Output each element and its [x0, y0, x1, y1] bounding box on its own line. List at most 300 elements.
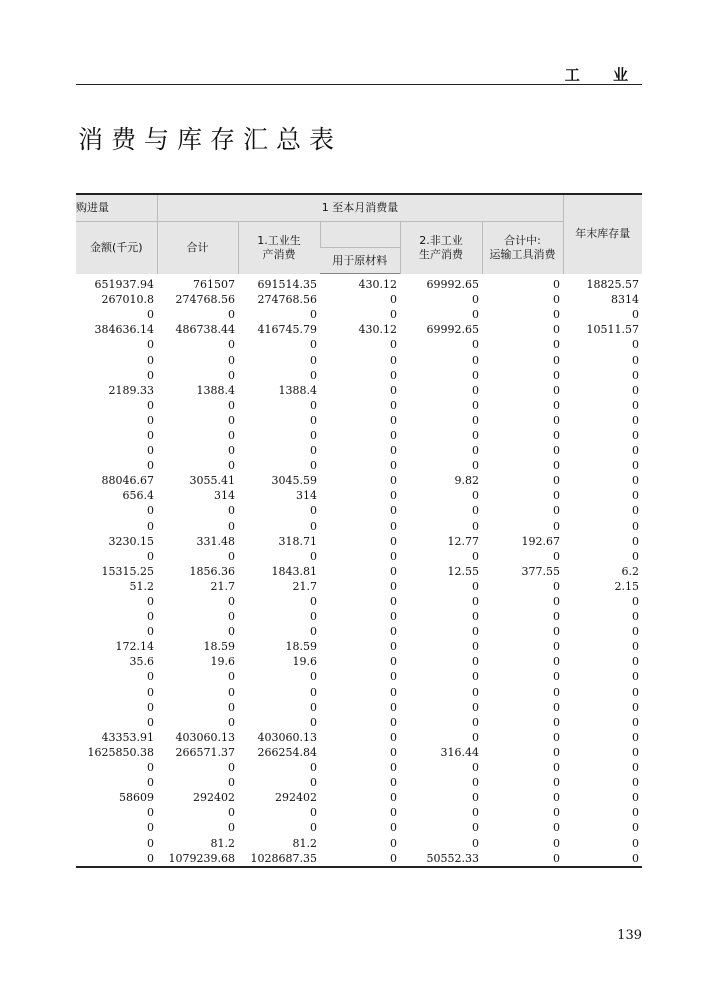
year-end-stock-cell: 0 — [632, 504, 639, 518]
non-industrial-consumption-cell: 9.82 — [454, 474, 479, 488]
purchase-amount-cell: 651937.94 — [94, 277, 154, 291]
consumption-total-cell: 1856.36 — [189, 564, 235, 578]
industrial-consumption-cell: 403060.13 — [257, 730, 317, 744]
purchase-amount-cell: 0 — [147, 338, 154, 352]
consumption-total-cell: 0 — [228, 700, 235, 714]
non-industrial-consumption-cell: 0 — [472, 595, 479, 609]
transport-consumption-cell: 377.55 — [521, 564, 560, 578]
page-title: 消费与库存汇总表 — [78, 125, 343, 154]
transport-consumption-cell: 0 — [553, 670, 560, 684]
raw-material-cell: 0 — [390, 776, 397, 790]
industrial-consumption-cell: 0 — [310, 595, 317, 609]
total-header: 合计 — [157, 222, 238, 274]
non-industrial-consumption-cell: 0 — [472, 685, 479, 699]
table-row — [76, 307, 642, 322]
industrial-consumption-cell: 0 — [310, 670, 317, 684]
raw-material-cell: 0 — [390, 413, 397, 427]
table-body — [76, 274, 642, 867]
raw-material-cell: 430.12 — [358, 323, 397, 337]
industrial-consumption-cell: 0 — [310, 398, 317, 412]
summary-table-container — [76, 193, 642, 868]
raw-material-cell: 0 — [390, 549, 397, 563]
consumption-total-cell: 0 — [228, 519, 235, 533]
table-row — [76, 805, 642, 820]
year-end-stock-cell: 0 — [632, 308, 639, 322]
purchase-amount-cell: 0 — [147, 549, 154, 563]
table-row — [76, 669, 642, 684]
consumption-total-cell: 0 — [228, 625, 235, 639]
non-industrial-consumption-cell: 0 — [472, 444, 479, 458]
consumption-group-header: 1 至本月消费量 — [157, 194, 563, 222]
consumption-total-cell: 0 — [228, 504, 235, 518]
non-industrial-consumption-cell: 0 — [472, 368, 479, 382]
raw-material-cell: 0 — [390, 534, 397, 548]
purchase-amount-cell: 0 — [147, 519, 154, 533]
raw-material-cell: 0 — [390, 791, 397, 805]
transport-consumption-cell: 192.67 — [521, 534, 560, 548]
header-rule — [76, 84, 642, 85]
consumption-total-cell: 0 — [228, 428, 235, 442]
year-end-stock-cell: 0 — [632, 670, 639, 684]
section-label: 工 业 — [564, 66, 642, 84]
consumption-total-cell: 0 — [228, 715, 235, 729]
non-industrial-consumption-cell: 0 — [472, 730, 479, 744]
table-row — [76, 428, 642, 443]
table-row — [76, 292, 642, 307]
raw-material-cell: 0 — [390, 383, 397, 397]
industrial-header-line1: 1.工业生 — [257, 233, 301, 247]
year-end-stock-cell: 0 — [632, 519, 639, 533]
non-industrial-consumption-cell: 316.44 — [440, 745, 479, 759]
industrial-consumption-cell: 21.7 — [292, 579, 317, 593]
consumption-total-cell: 1079239.68 — [157, 851, 238, 867]
industrial-consumption-cell: 81.2 — [292, 836, 317, 850]
table-row — [76, 398, 642, 413]
year-end-stock-cell: 2.15 — [614, 579, 639, 593]
consumption-total-cell: 0 — [228, 685, 235, 699]
consumption-total-cell: 0 — [228, 595, 235, 609]
non-industrial-consumption-cell: 0 — [472, 715, 479, 729]
consumption-total-cell: 0 — [228, 670, 235, 684]
transport-consumption-cell: 0 — [553, 836, 560, 850]
year-end-stock-cell: 18825.57 — [586, 277, 639, 291]
table-row — [76, 745, 642, 760]
purchase-amount-cell: 0 — [147, 428, 154, 442]
industrial-consumption-cell: 0 — [310, 368, 317, 382]
purchase-amount-cell: 58609 — [119, 791, 154, 805]
consumption-total-cell: 18.59 — [203, 640, 235, 654]
year-end-stock-cell: 8314 — [611, 293, 639, 307]
transport-consumption-cell: 0 — [553, 549, 560, 563]
table-row — [76, 473, 642, 488]
consumption-total-cell: 761507 — [193, 277, 235, 291]
transport-consumption-cell: 0 — [553, 519, 560, 533]
table-row — [76, 624, 642, 639]
transport-consumption-cell: 0 — [553, 474, 560, 488]
industrial-consumption-cell: 0 — [310, 685, 317, 699]
non-industrial-consumption-cell: 0 — [472, 519, 479, 533]
industrial-consumption-cell: 314 — [296, 489, 317, 503]
transport-consumption-cell: 0 — [553, 610, 560, 624]
consumption-total-cell: 0 — [228, 413, 235, 427]
year-end-stock-cell: 0 — [632, 640, 639, 654]
industrial-consumption-cell: 3045.59 — [271, 474, 317, 488]
consumption-inventory-table — [76, 193, 642, 868]
transport-consumption-cell: 0 — [553, 504, 560, 518]
raw-material-cell: 0 — [390, 579, 397, 593]
purchase-amount-cell: 172.14 — [115, 640, 154, 654]
year-end-stock-cell: 0 — [632, 353, 639, 367]
raw-material-cell: 0 — [390, 745, 397, 759]
purchase-amount-cell: 384636.14 — [94, 323, 154, 337]
year-end-stock-cell: 0 — [632, 806, 639, 820]
purchase-amount-cell: 0 — [147, 625, 154, 639]
table-row — [76, 383, 642, 398]
purchase-amount-cell: 0 — [147, 685, 154, 699]
non-industrial-consumption-cell: 0 — [472, 398, 479, 412]
transport-consumption-cell: 0 — [553, 353, 560, 367]
purchase-amount-cell: 0 — [147, 715, 154, 729]
raw-material-header: 用于原材料 — [320, 248, 400, 274]
raw-material-cell: 0 — [390, 610, 397, 624]
non-industrial-consumption-cell: 0 — [472, 293, 479, 307]
non-industrial-consumption-cell: 0 — [472, 459, 479, 473]
industrial-consumption-header — [238, 222, 320, 274]
industrial-consumption-cell: 0 — [310, 821, 317, 835]
industrial-consumption-cell: 274768.56 — [257, 293, 317, 307]
transport-consumption-cell: 0 — [553, 640, 560, 654]
raw-material-cell: 0 — [390, 836, 397, 850]
transport-consumption-cell: 0 — [553, 338, 560, 352]
consumption-total-cell: 0 — [228, 444, 235, 458]
consumption-total-cell: 0 — [228, 776, 235, 790]
transport-consumption-cell: 0 — [482, 851, 563, 867]
transport-consumption-cell: 0 — [553, 745, 560, 759]
non-industrial-consumption-cell: 0 — [472, 383, 479, 397]
consumption-total-cell: 0 — [228, 398, 235, 412]
non-industrial-header-line2: 生产消费 — [419, 247, 463, 261]
year-end-stock-cell: 0 — [632, 761, 639, 775]
industrial-consumption-cell: 416745.79 — [257, 323, 317, 337]
purchase-amount-cell: 0 — [147, 413, 154, 427]
raw-material-cell: 0 — [390, 444, 397, 458]
industrial-consumption-cell: 292402 — [275, 791, 317, 805]
transport-consumption-cell: 0 — [553, 776, 560, 790]
transport-consumption-cell: 0 — [553, 459, 560, 473]
raw-material-cell: 0 — [390, 564, 397, 578]
year-end-stock-cell: 0 — [632, 685, 639, 699]
transport-consumption-cell: 0 — [553, 806, 560, 820]
consumption-total-cell: 0 — [228, 338, 235, 352]
consumption-total-cell: 3055.41 — [189, 474, 235, 488]
transport-consumption-cell: 0 — [553, 293, 560, 307]
non-industrial-consumption-cell: 0 — [472, 791, 479, 805]
non-industrial-consumption-cell: 0 — [472, 413, 479, 427]
table-row — [76, 715, 642, 730]
raw-material-cell: 0 — [390, 625, 397, 639]
table-row — [76, 760, 642, 775]
table-row — [76, 413, 642, 428]
purchase-amount-cell: 0 — [147, 821, 154, 835]
consumption-total-cell: 0 — [228, 308, 235, 322]
consumption-total-cell: 0 — [228, 806, 235, 820]
purchase-amount-cell: 1625850.38 — [87, 745, 154, 759]
table-row — [76, 488, 642, 503]
raw-material-cell: 0 — [390, 489, 397, 503]
purchase-amount-cell: 0 — [147, 670, 154, 684]
raw-material-cell: 0 — [390, 640, 397, 654]
year-end-stock-cell: 0 — [632, 715, 639, 729]
industrial-consumption-cell: 0 — [310, 459, 317, 473]
purchase-amount-cell: 0 — [147, 595, 154, 609]
raw-material-cell: 0 — [390, 353, 397, 367]
industrial-header-line2: 产消费 — [262, 247, 296, 261]
transport-consumption-cell: 0 — [553, 595, 560, 609]
non-industrial-consumption-cell: 0 — [472, 504, 479, 518]
consumption-total-cell: 0 — [228, 610, 235, 624]
transport-header-line2: 运输工具消费 — [489, 247, 556, 261]
non-industrial-consumption-header — [400, 222, 482, 274]
purchase-amount-cell: 0 — [147, 776, 154, 790]
consumption-total-cell: 274768.56 — [175, 293, 235, 307]
industrial-consumption-cell: 0 — [310, 761, 317, 775]
consumption-total-cell: 0 — [228, 368, 235, 382]
purchase-amount-cell: 88046.67 — [101, 474, 154, 488]
year-end-stock-cell: 0 — [632, 625, 639, 639]
table-row — [76, 519, 642, 534]
table-row — [76, 352, 642, 367]
consumption-total-cell: 0 — [228, 549, 235, 563]
year-end-stock-cell: 0 — [563, 851, 642, 867]
non-industrial-consumption-cell: 0 — [472, 610, 479, 624]
purchase-amount-cell: 35.6 — [129, 655, 154, 669]
year-end-stock-cell: 6.2 — [621, 564, 639, 578]
consumption-total-cell: 0 — [228, 821, 235, 835]
year-end-stock-cell: 0 — [632, 338, 639, 352]
year-end-stock-cell: 0 — [632, 821, 639, 835]
industrial-consumption-cell: 318.71 — [278, 534, 317, 548]
purchase-amount-cell: 0 — [147, 368, 154, 382]
purchase-amount-cell: 0 — [147, 610, 154, 624]
raw-material-cell: 0 — [390, 368, 397, 382]
raw-material-cell: 0 — [390, 715, 397, 729]
industrial-consumption-cell: 0 — [310, 625, 317, 639]
table-row — [76, 274, 642, 293]
industrial-consumption-cell: 0 — [310, 700, 317, 714]
table-row — [76, 790, 642, 805]
transport-consumption-cell: 0 — [553, 413, 560, 427]
transport-consumption-cell: 0 — [553, 308, 560, 322]
transport-consumption-cell: 0 — [553, 323, 560, 337]
industrial-consumption-cell: 0 — [310, 776, 317, 790]
purchase-amount-cell: 0 — [76, 851, 157, 867]
purchase-amount-cell: 0 — [147, 353, 154, 367]
industrial-consumption-cell: 0 — [310, 610, 317, 624]
raw-material-cell: 0 — [390, 806, 397, 820]
table-header — [76, 194, 642, 274]
year-end-stock-cell: 0 — [632, 776, 639, 790]
non-industrial-consumption-cell: 0 — [472, 489, 479, 503]
raw-material-cell: 0 — [390, 700, 397, 714]
table-row — [76, 503, 642, 518]
purchase-amount-cell: 0 — [147, 459, 154, 473]
raw-material-cell: 0 — [390, 685, 397, 699]
transport-consumption-cell: 0 — [553, 398, 560, 412]
table-row — [76, 609, 642, 624]
industrial-consumption-cell: 0 — [310, 504, 317, 518]
consumption-total-cell: 314 — [214, 489, 235, 503]
year-end-stock-cell: 0 — [632, 655, 639, 669]
transport-consumption-cell: 0 — [553, 489, 560, 503]
raw-material-header-spacer — [320, 222, 400, 248]
raw-material-cell: 0 — [390, 655, 397, 669]
transport-consumption-cell: 0 — [553, 625, 560, 639]
raw-material-cell: 0 — [390, 459, 397, 473]
industrial-consumption-cell: 0 — [310, 338, 317, 352]
transport-consumption-cell: 0 — [553, 700, 560, 714]
industrial-consumption-cell: 0 — [310, 308, 317, 322]
non-industrial-consumption-cell: 0 — [472, 670, 479, 684]
amount-header: 金额(千元) — [76, 222, 157, 274]
table-row — [76, 685, 642, 700]
non-industrial-consumption-cell: 0 — [472, 761, 479, 775]
table-row — [76, 322, 642, 337]
transport-consumption-cell: 0 — [553, 821, 560, 835]
consumption-total-cell: 1388.4 — [196, 383, 235, 397]
raw-material-cell: 0 — [390, 428, 397, 442]
consumption-total-cell: 81.2 — [210, 836, 235, 850]
year-end-stock-cell: 0 — [632, 428, 639, 442]
industrial-consumption-cell: 18.59 — [285, 640, 317, 654]
year-end-stock-cell: 0 — [632, 474, 639, 488]
raw-material-cell: 0 — [390, 504, 397, 518]
purchase-amount-cell: 0 — [147, 700, 154, 714]
year-end-stock-cell: 0 — [632, 836, 639, 850]
non-industrial-consumption-cell: 50552.33 — [400, 851, 482, 867]
industrial-consumption-cell: 1388.4 — [278, 383, 317, 397]
year-end-stock-cell: 0 — [632, 791, 639, 805]
table-row — [76, 820, 642, 835]
non-industrial-consumption-cell: 0 — [472, 806, 479, 820]
year-end-stock-cell: 0 — [632, 549, 639, 563]
consumption-total-cell: 21.7 — [210, 579, 235, 593]
transport-header-line1: 合计中: — [504, 233, 541, 247]
non-industrial-consumption-cell: 0 — [472, 700, 479, 714]
transport-consumption-cell: 0 — [553, 428, 560, 442]
table-row — [76, 654, 642, 669]
consumption-total-cell: 0 — [228, 353, 235, 367]
non-industrial-consumption-cell: 0 — [472, 428, 479, 442]
consumption-total-cell: 486738.44 — [175, 323, 235, 337]
industrial-consumption-cell: 691514.35 — [257, 277, 317, 291]
non-industrial-consumption-cell: 0 — [472, 579, 479, 593]
purchase-amount-cell: 0 — [147, 308, 154, 322]
transport-consumption-cell: 0 — [553, 383, 560, 397]
consumption-total-cell: 19.6 — [210, 655, 235, 669]
consumption-total-cell: 0 — [228, 761, 235, 775]
non-industrial-consumption-cell: 0 — [472, 625, 479, 639]
purchase-amount-cell: 2189.33 — [108, 383, 154, 397]
purchase-header: 购进量 — [76, 194, 157, 222]
transport-consumption-cell: 0 — [553, 791, 560, 805]
table-row — [76, 700, 642, 715]
purchase-amount-cell: 43353.91 — [101, 730, 154, 744]
raw-material-cell: 0 — [390, 730, 397, 744]
purchase-amount-cell: 0 — [147, 761, 154, 775]
industrial-consumption-cell: 0 — [310, 428, 317, 442]
year-end-stock-cell: 0 — [632, 383, 639, 397]
year-end-stock-cell: 0 — [632, 368, 639, 382]
transport-consumption-cell: 0 — [553, 579, 560, 593]
table-row — [76, 851, 642, 867]
non-industrial-consumption-cell: 0 — [472, 640, 479, 654]
transport-consumption-header — [482, 222, 563, 274]
year-end-stock-cell: 0 — [632, 745, 639, 759]
transport-consumption-cell: 0 — [553, 730, 560, 744]
non-industrial-consumption-cell: 0 — [472, 308, 479, 322]
non-industrial-consumption-cell: 69992.65 — [426, 323, 479, 337]
raw-material-cell: 0 — [390, 821, 397, 835]
raw-material-cell: 0 — [390, 474, 397, 488]
table-row — [76, 564, 642, 579]
industrial-consumption-cell: 0 — [310, 715, 317, 729]
raw-material-cell: 0 — [390, 595, 397, 609]
transport-consumption-cell: 0 — [553, 655, 560, 669]
non-industrial-consumption-cell: 0 — [472, 655, 479, 669]
non-industrial-consumption-cell: 12.77 — [447, 534, 479, 548]
raw-material-cell: 0 — [390, 761, 397, 775]
year-end-stock-cell: 0 — [632, 489, 639, 503]
table-row — [76, 639, 642, 654]
transport-consumption-cell: 0 — [553, 715, 560, 729]
transport-consumption-cell: 0 — [553, 277, 560, 291]
table-row — [76, 835, 642, 850]
year-end-stock-cell: 0 — [632, 459, 639, 473]
consumption-total-cell: 292402 — [193, 791, 235, 805]
purchase-amount-cell: 0 — [147, 444, 154, 458]
transport-consumption-cell: 0 — [553, 368, 560, 382]
industrial-consumption-cell: 1028687.35 — [238, 851, 320, 867]
raw-material-cell: 0 — [390, 670, 397, 684]
transport-consumption-cell: 0 — [553, 444, 560, 458]
raw-material-cell: 0 — [390, 308, 397, 322]
non-industrial-consumption-cell: 0 — [472, 353, 479, 367]
purchase-amount-cell: 0 — [147, 398, 154, 412]
table-row — [76, 579, 642, 594]
transport-consumption-cell: 0 — [553, 761, 560, 775]
page-number: 139 — [617, 928, 642, 943]
purchase-amount-cell: 0 — [147, 806, 154, 820]
purchase-amount-cell: 3230.15 — [108, 534, 154, 548]
raw-material-cell: 0 — [390, 519, 397, 533]
raw-material-cell: 430.12 — [358, 278, 397, 292]
year-end-stock-header: 年末库存量 — [563, 194, 642, 274]
purchase-amount-cell: 51.2 — [129, 579, 154, 593]
purchase-amount-cell: 15315.25 — [101, 564, 154, 578]
year-end-stock-cell: 0 — [632, 398, 639, 412]
year-end-stock-cell: 0 — [632, 534, 639, 548]
table-row — [76, 549, 642, 564]
table-row — [76, 368, 642, 383]
table-row — [76, 594, 642, 609]
non-industrial-consumption-cell: 69992.65 — [426, 277, 479, 291]
industrial-consumption-cell: 0 — [310, 353, 317, 367]
industrial-consumption-cell: 0 — [310, 549, 317, 563]
non-industrial-consumption-cell: 0 — [472, 821, 479, 835]
consumption-total-cell: 403060.13 — [175, 730, 235, 744]
non-industrial-consumption-cell: 12.55 — [447, 564, 479, 578]
industrial-consumption-cell: 266254.84 — [257, 745, 317, 759]
